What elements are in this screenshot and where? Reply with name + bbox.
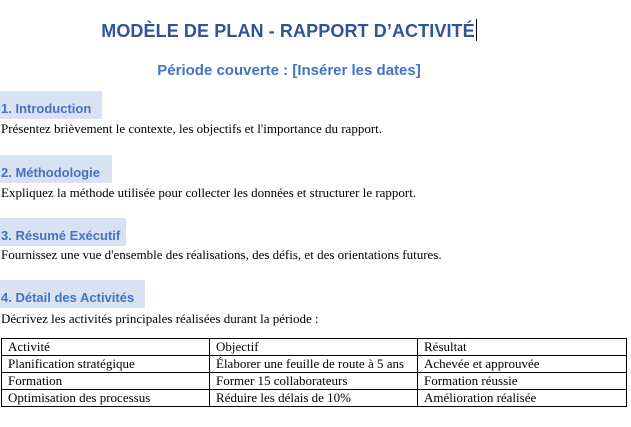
table-header-row: [2, 339, 627, 356]
section-text-methodologie: Expliquez la méthode utilisée pour collecter les données et structurer le rapport.: [1, 185, 417, 200]
table-cell: Former 15 collaborateurs: [210, 373, 418, 390]
table-cell: Élaborer une feuille de route à 5 ans: [210, 356, 418, 373]
section-text-introduction: Présentez brièvement le contexte, les objectifs et l'importance du rapport.: [1, 121, 383, 136]
table-row: [2, 356, 627, 373]
document-title: MODÈLE DE PLAN - RAPPORT D’ACTIVITÉ: [101, 21, 475, 41]
section-heading-resume-executif: 3. Résumé Exécutif: [0, 218, 126, 246]
table-header-cell: Activité: [2, 339, 210, 356]
period-line: Période couverte : [Insérer les dates]: [157, 62, 421, 79]
table-cell: Formation: [2, 373, 210, 390]
table-cell: Amélioration réalisée: [418, 390, 627, 407]
section-heading-detail-activites: 4. Détail des Activités: [0, 280, 145, 308]
table-row: [2, 390, 627, 407]
activities-table: [1, 338, 627, 407]
section-heading-introduction: 1. Introduction: [0, 91, 102, 119]
table-cell: Planification stratégique: [2, 356, 210, 373]
table-cell: Réduire les délais de 10%: [210, 390, 418, 407]
table-cell: Optimisation des processus: [2, 390, 210, 407]
text-cursor: [476, 19, 477, 41]
table-row: [2, 373, 627, 390]
section-heading-methodologie: 2. Méthodologie: [0, 155, 112, 183]
table-cell: Achevée et approuvée: [418, 356, 627, 373]
table-header-cell: Résultat: [418, 339, 627, 356]
section-text-resume-executif: Fournissez une vue d'ensemble des réalisations, des défis, et des orientations futures.: [1, 247, 442, 262]
table-cell: Formation réussie: [418, 373, 627, 390]
section-text-detail-activites: Décrivez les activités principales réalisées durant la période :: [1, 311, 319, 326]
table-header-cell: Objectif: [210, 339, 418, 356]
